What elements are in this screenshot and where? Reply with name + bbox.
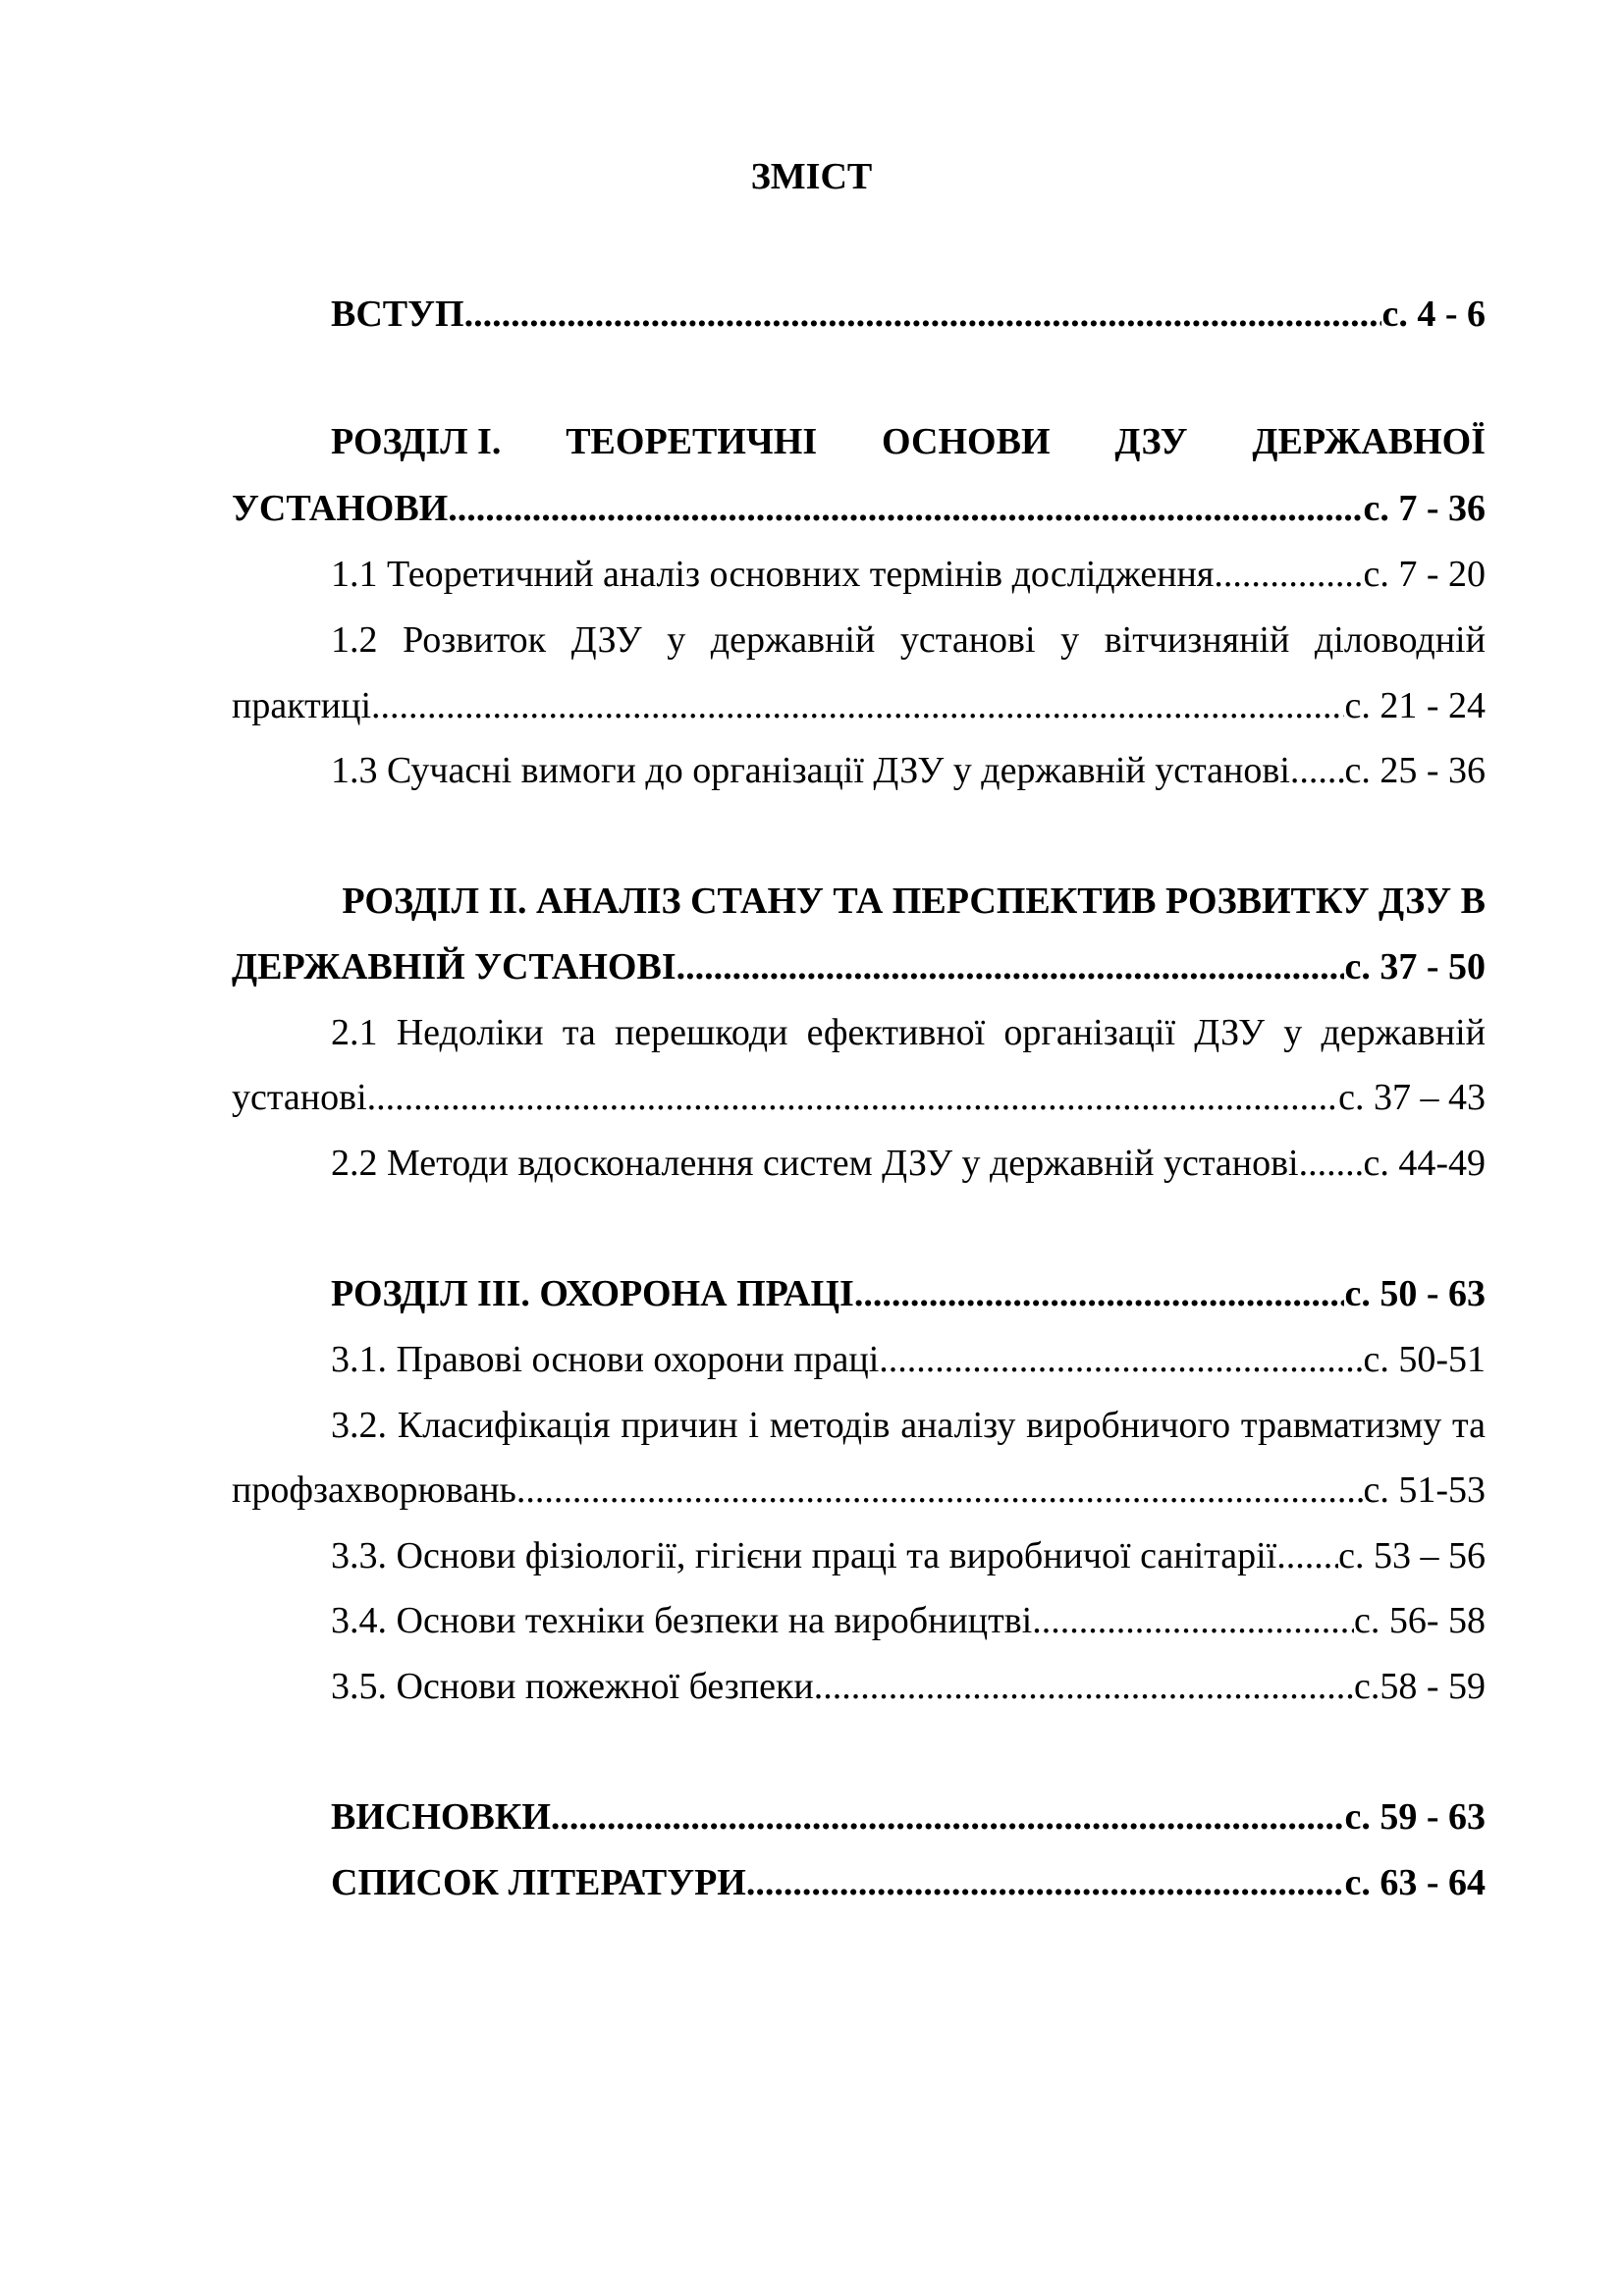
entry-page: с. 51-53 xyxy=(1363,1469,1486,1511)
toc-entry-3-3 xyxy=(331,1531,1486,1580)
toc-entry-1-2-line1 xyxy=(331,615,1486,665)
entry-text: 2.2 Методи вдосконалення систем ДЗУ у державній установі xyxy=(331,1143,1299,1184)
entry-word: вітчизняній xyxy=(1104,619,1290,661)
heading-word: ОСНОВИ xyxy=(882,421,1051,462)
toc-entry-1-2-line2 xyxy=(232,681,1486,730)
leader-dots xyxy=(1299,1139,1364,1188)
entry-word: ДЗУ xyxy=(570,619,642,661)
entry-word: установі xyxy=(899,619,1036,661)
entry-word: Недоліки xyxy=(396,1012,544,1053)
entry-word: методів xyxy=(769,1405,891,1446)
leader-dots xyxy=(879,1335,1363,1384)
entry-word: ДЗУ xyxy=(1194,1012,1266,1053)
toc-entry-ch1-line2 xyxy=(232,484,1486,533)
toc-entry-references xyxy=(331,1858,1486,1907)
entry-word: і xyxy=(748,1405,759,1446)
toc-entry-2-1-line2 xyxy=(232,1073,1486,1122)
entry-text: 3.4. Основи техніки безпеки на виробництві xyxy=(331,1600,1033,1641)
leader-dots xyxy=(367,1073,1338,1122)
entry-word: державній xyxy=(710,619,876,661)
leader-dots xyxy=(1214,550,1363,599)
entry-page: с. 63 - 64 xyxy=(1344,1862,1486,1903)
entry-page: с. 53 – 56 xyxy=(1338,1535,1486,1576)
entry-word: 3.2. xyxy=(331,1405,387,1446)
entry-word: виробничого xyxy=(1026,1405,1231,1446)
toc-entry-ch1-line1 xyxy=(331,417,1486,466)
entry-word: Класифікація xyxy=(397,1405,611,1446)
entry-word: причин xyxy=(621,1405,738,1446)
entry-page: с. 50 - 63 xyxy=(1344,1273,1486,1314)
entry-page: с.58 - 59 xyxy=(1353,1666,1486,1707)
leader-dots xyxy=(464,290,1382,339)
entry-page: с. 56- 58 xyxy=(1353,1600,1486,1641)
heading-word: РОЗДІЛ I. xyxy=(331,421,502,462)
entry-word: 2.1 xyxy=(331,1012,378,1053)
leader-dots xyxy=(746,1858,1345,1907)
entry-word: травматизму xyxy=(1240,1405,1442,1446)
entry-text: 3.3. Основи фізіології, гігієни праці та виробничої санітарії xyxy=(331,1535,1277,1576)
entry-word: 1.2 xyxy=(331,619,378,661)
entry-text: 3.5. Основи пожежної безпеки xyxy=(331,1666,814,1707)
entry-page: с. 7 - 36 xyxy=(1363,488,1486,529)
entry-page: с. 59 - 63 xyxy=(1344,1796,1486,1838)
toc-entry-2-1-line1 xyxy=(331,1008,1486,1057)
heading-word: ТЕОРЕТИЧНІ xyxy=(566,421,818,462)
entry-page: с. 37 – 43 xyxy=(1338,1077,1486,1118)
entry-word: та xyxy=(1452,1405,1486,1446)
entry-text: РОЗДІЛ II. АНАЛІЗ СТАНУ ТА ПЕРСПЕКТИВ РОЗВИТКУ ДЗУ В xyxy=(342,881,1486,922)
entry-word: аналізу xyxy=(900,1405,1016,1446)
entry-text: ВСТУП xyxy=(331,294,464,335)
entry-page: с. 4 - 6 xyxy=(1381,294,1486,335)
toc-entry-3-1 xyxy=(331,1335,1486,1384)
heading-word: ДЗУ xyxy=(1114,421,1188,462)
entry-word: у xyxy=(1060,619,1080,661)
entry-text: установі xyxy=(232,1077,367,1118)
entry-text: ВИСНОВКИ xyxy=(331,1796,551,1838)
leader-dots xyxy=(371,681,1344,730)
entry-page: с. 25 - 36 xyxy=(1344,750,1486,791)
leader-dots xyxy=(854,1269,1345,1318)
toc-entry-1-1 xyxy=(331,550,1486,599)
toc-entry-3-2-line1 xyxy=(331,1401,1486,1450)
toc-entry-2-2 xyxy=(331,1139,1486,1188)
leader-dots xyxy=(676,942,1345,991)
leader-dots xyxy=(1276,1531,1338,1580)
entry-word: діловодній xyxy=(1314,619,1486,661)
entry-word: ефективної xyxy=(806,1012,986,1053)
entry-text: 1.3 Сучасні вимоги до організації ДЗУ у державній установі xyxy=(331,750,1290,791)
leader-dots xyxy=(551,1792,1345,1842)
entry-text: 3.1. Правові основи охорони праці xyxy=(331,1339,880,1380)
entry-text: 1.1 Теоретичний аналіз основних термінів дослідження xyxy=(331,554,1215,595)
entry-text: профзахворювань xyxy=(232,1469,516,1511)
entry-page: с. 37 - 50 xyxy=(1344,946,1486,988)
toc-entry-conclusions xyxy=(331,1792,1486,1842)
heading-word: ДЕРЖАВНОЇ xyxy=(1252,421,1486,462)
entry-text: РОЗДІЛ III. ОХОРОНА ПРАЦІ xyxy=(331,1273,854,1314)
entry-page: с. 7 - 20 xyxy=(1363,554,1486,595)
entry-page: с. 44-49 xyxy=(1363,1143,1486,1184)
entry-text: ДЕРЖАВНІЙ УСТАНОВІ xyxy=(232,946,676,988)
entry-word: та xyxy=(562,1012,596,1053)
toc-entry-3-4 xyxy=(331,1596,1486,1645)
entry-word: Розвиток xyxy=(403,619,547,661)
leader-dots xyxy=(814,1662,1354,1711)
toc-entry-1-3 xyxy=(331,746,1486,795)
entry-text: УСТАНОВИ xyxy=(232,488,449,529)
toc-entry-intro xyxy=(331,290,1486,339)
toc-entry-3-2-line2 xyxy=(232,1466,1486,1515)
entry-word: державній xyxy=(1321,1012,1486,1053)
toc-entry-ch2-line2 xyxy=(232,942,1486,991)
leader-dots xyxy=(1032,1596,1354,1645)
entry-text: практиці xyxy=(232,685,371,726)
toc-entry-ch2-line1 xyxy=(331,877,1486,926)
entry-text: СПИСОК ЛІТЕРАТУРИ xyxy=(331,1862,746,1903)
leader-dots xyxy=(1290,746,1345,795)
toc-entry-ch3 xyxy=(331,1269,1486,1318)
leader-dots xyxy=(448,484,1363,533)
entry-word: перешкоди xyxy=(614,1012,788,1053)
entry-page: с. 21 - 24 xyxy=(1344,685,1486,726)
toc-title: ЗМІСТ xyxy=(750,156,873,197)
leader-dots xyxy=(516,1466,1364,1515)
entry-word: організації xyxy=(1003,1012,1176,1053)
entry-word: у xyxy=(1283,1012,1303,1053)
entry-word: у xyxy=(667,619,686,661)
toc-entry-3-5 xyxy=(331,1662,1486,1711)
entry-page: с. 50-51 xyxy=(1363,1339,1486,1380)
